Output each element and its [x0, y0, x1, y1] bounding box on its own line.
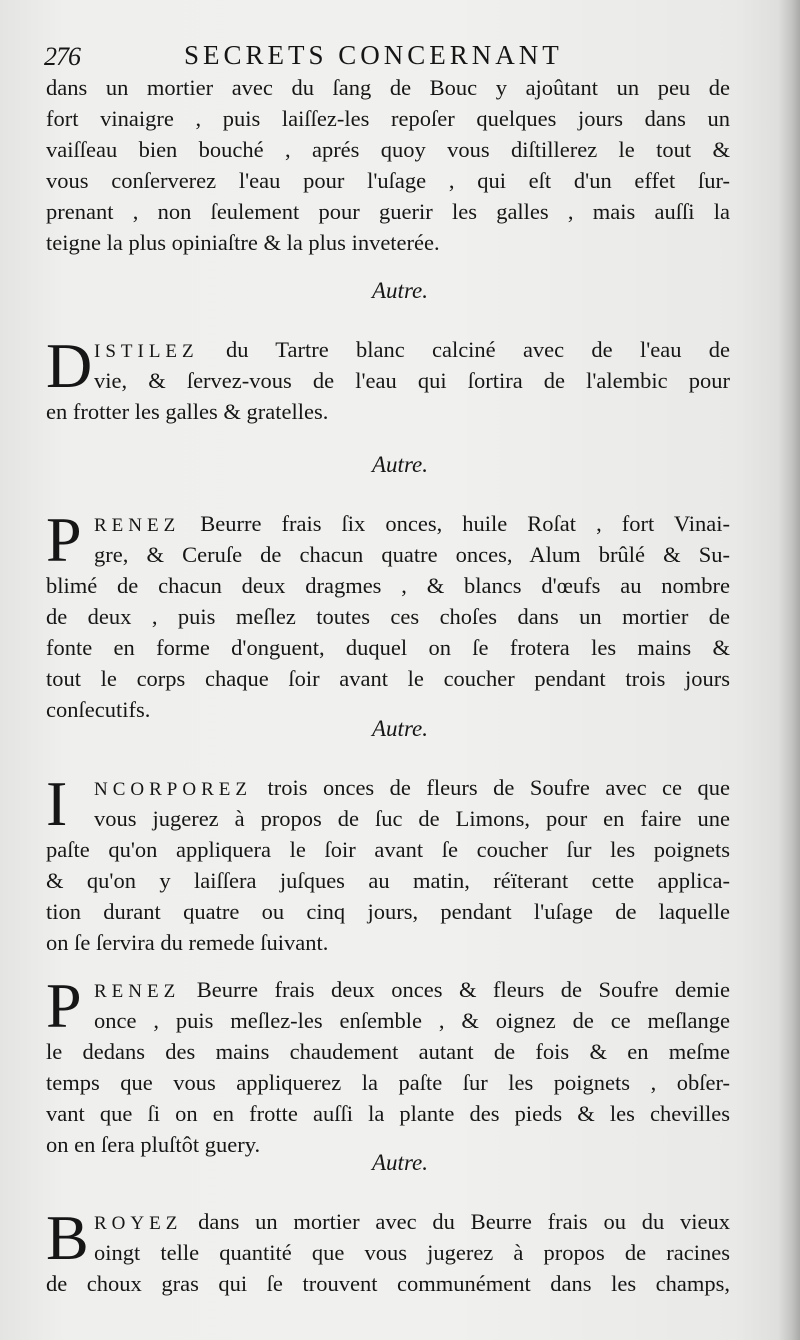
line-text: du Tartre blanc calciné avec de l'eau de — [225, 337, 730, 362]
line-text: trois onces de fleurs de Soufre avec ce que — [267, 775, 731, 800]
page-edge-shadow — [778, 0, 800, 1340]
line-text: dans un mortier avec du Beurre frais ou du vieux — [198, 1209, 730, 1234]
text-line: fort vinaigre , puis laiſſez-les repoſer quelques jours dans un — [46, 106, 730, 131]
text-line — [46, 508, 730, 539]
text-line: & qu'on y laiſſera juſques au matin, réïterant cette applica- — [46, 868, 730, 893]
text-line: gre, & Ceruſe de chacun quatre onces, Alum brûlé & Su- — [94, 542, 730, 567]
drop-cap: I — [46, 768, 68, 839]
drop-cap: P — [46, 970, 82, 1041]
text-line: conſecutifs. — [46, 697, 151, 722]
text-line: vous jugerez à propos de ſuc de Limons, pour en faire une — [94, 806, 730, 831]
text-line — [46, 772, 730, 803]
line-text: Beurre frais deux onces & fleurs de Soufre demie — [196, 977, 731, 1002]
text-line: vant que ſi on en frotte auſſi la plante des pieds & les chevilles — [46, 1101, 730, 1126]
small-caps-word: RENEZ — [94, 515, 181, 536]
drop-cap: D — [46, 330, 93, 401]
text-line: de choux gras qui ſe trouvent communément dans les champs, — [46, 1271, 730, 1296]
text-line: le dedans des mains chaudement autant de fois & en meſme — [46, 1039, 730, 1064]
section-heading: Autre. — [372, 278, 428, 303]
text-line: tout le corps chaque ſoir avant le coucher pendant trois jours — [46, 666, 730, 691]
text-line — [46, 1206, 730, 1237]
text-line: temps que vous appliquerez la paſte ſur les poignets , obſer- — [46, 1070, 730, 1095]
drop-cap: P — [46, 504, 82, 575]
section-heading: Autre. — [372, 716, 428, 741]
line-text: Beurre frais ſix onces, huile Roſat , fort Vinai- — [200, 511, 730, 536]
page-number: 276 — [44, 42, 80, 71]
small-caps-word: RENEZ — [94, 981, 181, 1002]
text-line: de deux , puis meſlez toutes ces choſes dans un mortier de — [46, 604, 730, 629]
text-line: en frotter les galles & gratelles. — [46, 399, 329, 424]
text-line: tion durant quatre ou cinq jours, pendant l'uſage de laquelle — [46, 899, 730, 924]
small-caps-word: ISTILEZ — [94, 341, 199, 362]
text-line: prenant , non ſeulement pour guerir les galles , mais auſſi la — [46, 199, 730, 224]
section-heading: Autre. — [372, 1150, 428, 1175]
text-line — [46, 974, 730, 1005]
section-heading: Autre. — [372, 452, 428, 477]
text-line: paſte qu'on appliquera le ſoir avant ſe coucher ſur les poignets — [46, 837, 730, 862]
intro-paragraph — [46, 72, 730, 258]
text-line: on en ſera pluſtôt guery. — [46, 1132, 261, 1157]
text-line: oingt telle quantité que vous jugerez à propos de racines — [94, 1240, 730, 1265]
drop-cap: B — [46, 1202, 89, 1273]
text-line: dans un mortier avec du ſang de Bouc y ajoûtant un peu de — [46, 75, 730, 100]
small-caps-word: ROYEZ — [94, 1213, 183, 1234]
text-line: fonte en forme d'onguent, duquel on ſe frotera les mains & — [46, 635, 730, 660]
text-line — [46, 334, 730, 365]
running-head: SECRETS CONCERNANT — [184, 40, 563, 70]
small-caps-word: NCORPOREZ — [94, 779, 252, 800]
text-line: teigne la plus opiniaſtre & la plus inveterée. — [46, 230, 440, 255]
text-line: on ſe ſervira du remede ſuivant. — [46, 930, 329, 955]
text-line: vie, & ſervez-vous de l'eau qui ſortira de l'alembic pour — [94, 368, 730, 393]
text-line: once , puis meſlez-les enſemble , & oignez de ce meſlange — [94, 1008, 730, 1033]
text-line: vous conſerverez l'eau pour l'uſage , qui eſt d'un effet ſur- — [46, 168, 730, 193]
text-line: vaiſſeau bien bouché , aprés quoy vous diſtillerez le tout & — [46, 137, 730, 162]
text-line: blimé de chacun deux dragmes , & blancs d'œufs au nombre — [46, 573, 730, 598]
